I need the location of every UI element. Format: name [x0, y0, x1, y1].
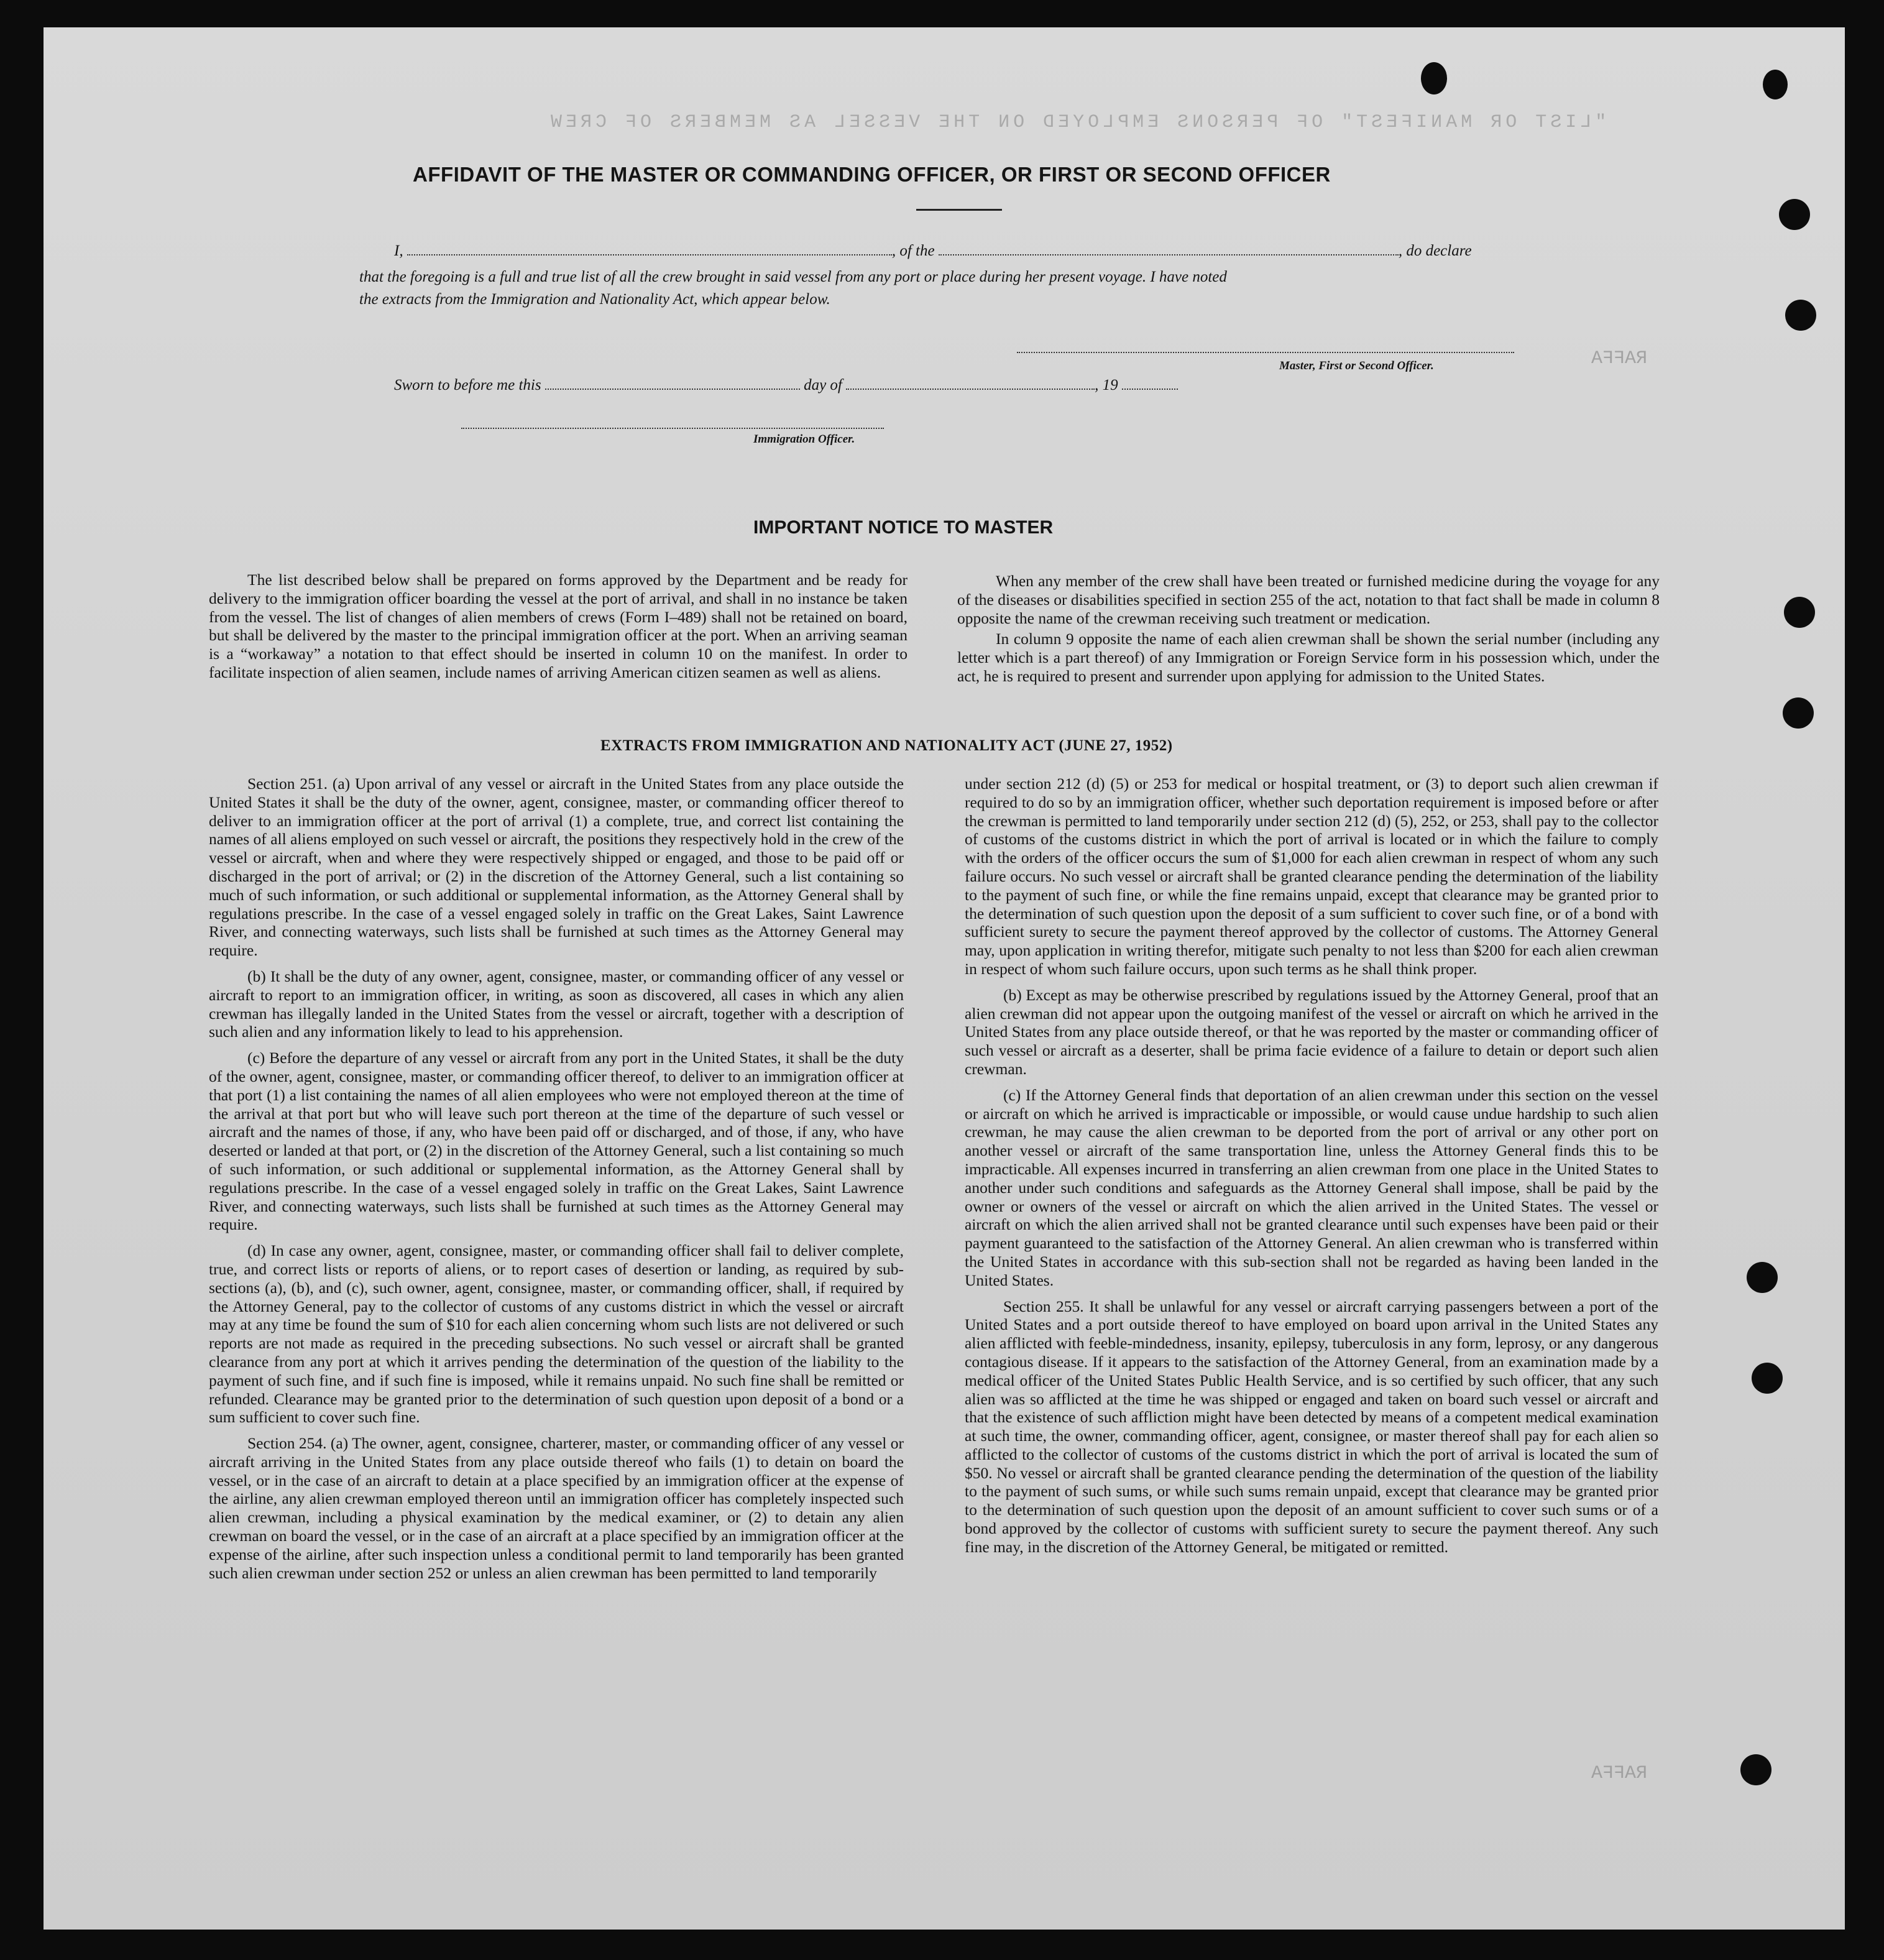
- sworn-day-blank[interactable]: [545, 389, 800, 390]
- punch-hole: [1779, 199, 1810, 230]
- punch-hole: [1752, 1363, 1783, 1394]
- title-underline: [916, 209, 1002, 211]
- officer-signature-line[interactable]: [461, 428, 884, 429]
- master-signature-line[interactable]: [1017, 352, 1514, 353]
- punch-hole: [1783, 697, 1814, 729]
- extracts-right-column: [965, 775, 1658, 1557]
- punch-hole: [1784, 597, 1815, 628]
- notice-right-paragraph-1: When any member of the crew shall have been treated or furnished medicine during the voyage for any of the diseases or disabilities specified in section 255 of the act, notation to that fact shall be made in column 8 opposite the name of the crewman receiving such treatment or medication.: [957, 572, 1660, 627]
- section-251c: (c) Before the departure of any vessel or aircraft from any port in the United States, it shall be the duty of the owner, agent, consignee, master, or commanding officer thereof, to deliver to an immigration officer at that port (1) a list containing the names of all alien employees who were not employed thereon at the time of the arrival at that port but who will leave such port thereon at the time of the departure of such vessel or aircraft and the names of those, if any, who have been paid off or discharged, and of those, if any, who have deserted or landed at that port, or (2) in the discretion of the Attorney General, such a list containing so much of such information, or such additional or supplemental information, as the Attorney General shall by regulations prescribe. In the case of a vessel engaged solely in traffic on the Great Lakes, Saint Lawrence River, and connecting waterways, such lists shall be furnished at such times as the Attorney General may require.: [209, 1049, 904, 1234]
- of-the-label: , of the: [891, 242, 935, 259]
- officer-caption: Immigration Officer.: [753, 433, 855, 446]
- year-label: , 19: [1095, 377, 1118, 393]
- sworn-year-blank[interactable]: [1122, 389, 1178, 390]
- sworn-month-blank[interactable]: [846, 389, 1095, 390]
- bleed-through-text: "LIST OR MANIFEST" OF PERSONS EMPLOYED ON THE VESSEL AS MEMBERS OF CREW: [547, 112, 1607, 133]
- bleed-through-text: RAFFA: [1591, 1763, 1648, 1784]
- affidavit-line-3: the extracts from the Immigration and Nationality Act, which appear below.: [359, 291, 830, 308]
- master-caption: Master, First or Second Officer.: [1279, 359, 1434, 372]
- sworn-label: Sworn to before me this: [394, 377, 541, 393]
- bleed-through-text: RAFFA: [1591, 348, 1648, 369]
- i-label: I,: [394, 242, 403, 259]
- punch-hole: [1747, 1262, 1778, 1293]
- affidavit-line-2: that the foregoing is a full and true list of all the crew brought in said vessel from any port or place during her present voyage. I have noted: [359, 269, 1227, 285]
- section-251b: (b) It shall be the duty of any owner, agent, consignee, master, or commanding officer of any vessel or aircraft to report to an immigration officer, in writing, as soon as discovered, all cases in which any alien crewman has illegally landed in the United States from the vessel or aircraft, together with a description of such alien and any information likely to lead to his apprehension.: [209, 967, 904, 1041]
- notice-left-paragraph: The list described below shall be prepared on forms approved by the Department and be ready for delivery to the immigration officer boarding the vessel at the port of arrival, and shall in no instance be taken from the vessel. The list of changes of alien members of crews (Form I–489) shall not be retained on board, but shall be delivered by the master to the principal immigration officer at the port. When an arriving seaman is a “workaway” a notation to that effect should be inserted in column 10 on the manifest. In order to facilitate inspection of alien seamen, include names of arriving American citizen seamen as well as aliens.: [209, 571, 908, 681]
- affidavit-declaration-line: [394, 242, 1472, 260]
- affidavit-title: AFFIDAVIT OF THE MASTER OR COMMANDING OFFICER, OR FIRST OR SECOND OFFICER: [413, 163, 1331, 186]
- notice-left-column: [209, 571, 908, 682]
- punch-hole: [1763, 70, 1788, 99]
- name-blank[interactable]: [407, 254, 892, 255]
- section-254a-continued: under section 212 (d) (5) or 253 for medical or hospital treatment, or (3) to deport such alien crewman if required to do so by an immigration officer, whether such deportation requirement is imposed before or after the crewman is permitted to land temporarily under section 212 (d) (5), 252, or 253, shall pay to the collector of customs of the customs district in which the port of arrival is located or in which the failure to comply with the orders of the officer occurs the sum of $1,000 for each alien crewman in respect of whom any such failure occurs. No such vessel or aircraft shall be granted clearance pending the determination of the liability to the payment of such fine, or while the fine remains unpaid, except that clearance may be granted prior to the determination of such question upon the deposit of a sum sufficient to cover such fine, or of a bond with sufficient surety to secure the payment thereof approved by the collector of customs. The Attorney General may, upon application in writing therefor, mitigate such penalty to not less than $200 for each alien crewman in respect of whom such failure occurs, upon such terms as he shall think proper.: [965, 775, 1658, 978]
- section-254b: (b) Except as may be otherwise prescribed by regulations issued by the Attorney General, proof that an alien crewman did not appear upon the outgoing manifest of the vessel or aircraft on which he arrived in the United States from any place outside thereof, or that he was reported by the master or commanding officer of such vessel or aircraft as a deserter, shall be prima facie evidence of a failure to detain or deport such alien crewman.: [965, 985, 1658, 1078]
- section-251a: Section 251. (a) Upon arrival of any vessel or aircraft in the United States from any place outside the United States it shall be the duty of the owner, agent, consignee, master, or commanding officer thereof to deliver to an immigration officer at the port of arrival (1) a complete, true, and correct list containing the names of all aliens employed on such vessel or aircraft, the positions they respectively hold in the crew of the vessel or aircraft, when and where they were respectively shipped or engaged, and those to be paid off or discharged in the port of arrival; or (2) in the discretion of the Attorney General, such a list containing so much of such information, or such additional or supplemental information, as the Attorney General shall by regulations prescribe. In the case of a vessel engaged solely in traffic on the Great Lakes, Saint Lawrence River, and connecting waterways, such lists shall be furnished at such times as the Attorney General may require.: [209, 775, 904, 960]
- notice-right-column: [957, 572, 1660, 686]
- vessel-blank[interactable]: [939, 254, 1399, 255]
- section-254a: Section 254. (a) The owner, agent, consignee, charterer, master, or commanding officer of any vessel or aircraft arriving in the United States from any place outside thereof who fails (1) to detain on board the vessel, or in the case of an aircraft to detain at a place specified by an immigration officer at the expense of the airline, any alien crewman employed thereon until an immigration officer has completely inspected such alien crewman, including a physical examination by the medical examiner, or (2) to detain any alien crewman on board the vessel, or in the case of an aircraft at a place specified by an immigration officer at the expense of the airline, after such inspection unless a conditional permit to land temporarily has been granted such alien crewman under section 252 or unless an alien crewman has been permitted to land temporarily: [209, 1434, 904, 1582]
- do-declare-label: , do declare: [1398, 242, 1472, 259]
- extracts-title: EXTRACTS FROM IMMIGRATION AND NATIONALITY ACT (JUNE 27, 1952): [600, 737, 1173, 754]
- notice-title: IMPORTANT NOTICE TO MASTER: [753, 517, 1054, 538]
- punch-hole: [1740, 1754, 1771, 1785]
- notice-right-paragraph-2: In column 9 opposite the name of each alien crewman shall be shown the serial number (including any letter which is a part thereof) of any Immigration or Foreign Service form in his possession which, under the act, he is required to present and surrender upon applying for admission to the United States.: [957, 630, 1660, 685]
- section-255: Section 255. It shall be unlawful for any vessel or aircraft carrying passengers between a port of the United States and a port outside thereof to have employed on board upon arrival in the United States any alien afflicted with feeble-mindedness, insanity, epilepsy, tuberculosis in any form, leprosy, or any dangerous contagious disease. If it appears to the satisfaction of the Attorney General, from an examination made by a medical officer of the United States Public Health Service, and is so certified by such officer, that any such alien was so afflicted at the time he was shipped or engaged and taken on board such vessel or aircraft and that the existence of such affliction might have been detected by means of a competent medical examination at such time, the owner, commanding officer, agent, consignee, or master thereof shall pay for each alien so afflicted to the collector of customs of the customs district in which the port of arrival is located the sum of $50. No vessel or aircraft shall be granted clearance pending the determination of the question of the liability to the payment of such sums, or while such sums remain unpaid, except that clearance may be granted prior to the determination of such question upon the deposit of an amount sufficient to cover such sums or of a bond approved by the collector of customs with sufficient surety to secure the payment thereof. Any such fine may, in the discretion of the Attorney General, be mitigated or remitted.: [965, 1297, 1658, 1556]
- punch-hole: [1421, 62, 1447, 94]
- section-254c: (c) If the Attorney General finds that deportation of an alien crewman under this section on the vessel or aircraft on which he arrived is impracticable or impossible, or would cause undue hardship to such alien crewman, he may cause the alien crewman to be deported from the port of arrival or any other port on another vessel or aircraft of the same transportation line, unless the Attorney General finds this to be impracticable. All expenses incurred in transferring an alien crewman from one place in the United States to another under such conditions and safeguards as the Attorney General shall impose, shall be paid by the owner or owners of the vessel or aircraft on which the alien arrived in the United States. The vessel or aircraft on which the alien arrived shall not be granted clearance until such expenses have been paid or their payment guaranteed to the satisfaction of the Attorney General. An alien crewman who is transferred within the United States in accordance with this sub-section shall not be regarded as having been landed in the United States.: [965, 1085, 1658, 1289]
- extracts-left-column: [209, 775, 904, 1582]
- sworn-line: [394, 377, 1178, 394]
- section-251d: (d) In case any owner, agent, consignee, master, or commanding officer shall fail to deliver complete, true, and correct lists or reports of aliens, or to report cases of desertion or landing, as required by sub-sections (a), (b), and (c), such owner, agent, consignee, master, or commanding officer, shall, if required by the Attorney General, pay to the collector of customs of any customs district in which the vessel or aircraft may at any time be found the sum of $10 for each alien concerning whom such lists are not delivered or such reports are not made as required in the preceding subsections. No such vessel or aircraft shall be granted clearance from any port at which it arrives pending the determination of the question of the liability to the payment of such fine, and if such fine is imposed, while it remains unpaid. No such fine shall be remitted or refunded. Clearance may be granted prior to the determination of such question upon deposit of a bond or a sum sufficient to cover such fine.: [209, 1241, 904, 1427]
- punch-hole: [1785, 300, 1816, 331]
- day-of-label: day of: [804, 377, 842, 393]
